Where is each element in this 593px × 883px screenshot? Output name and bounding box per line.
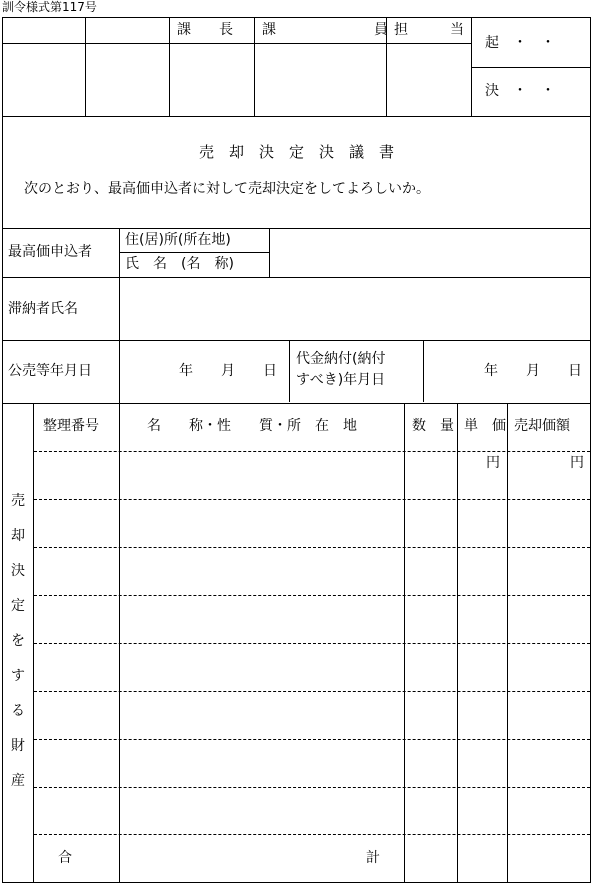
sale-price-yen: 円 [570,455,584,471]
bidder-address-field[interactable] [270,229,589,252]
header-quantity: 数 量 [412,418,454,434]
property-side-label-8: 財 [11,738,25,754]
sale-date-label: 公売等年月日 [8,363,92,379]
statement-text: 次のとおり、最高価申込者に対して売却決定をしてよろしいか。 [24,181,430,197]
header-number: 整理番号 [43,418,99,434]
property-side-label-5: を [11,633,25,649]
property-side-label-9: 産 [11,773,25,789]
bidder-name-field[interactable] [270,253,589,276]
form-number: 訓令様式第117号 [2,0,97,14]
unit-price-yen: 円 [486,455,500,471]
payment-date-label-line2: すべき)年月日 [296,372,386,388]
property-side-label-4: 定 [11,598,25,614]
staff-label: 課 員 [262,22,388,38]
header-description: 名 称・性 質・所 在 地 [147,418,357,434]
drafted-date-label: 起 ・ ・ [485,35,555,51]
property-side-label-7: る [11,703,25,719]
decided-date-label: 決 ・ ・ [485,83,555,99]
in-charge-label: 担 当 [394,22,464,38]
header-unit-price: 単 価 [464,418,506,434]
property-side-label-2: 却 [11,528,25,544]
total-label-left: 合 [58,850,72,866]
bidder-label: 最高価申込者 [8,244,92,260]
property-side-label-1: 売 [11,493,25,509]
bidder-address-label: 住(居)所(所在地) [125,232,231,248]
delinquent-label: 滞納者氏名 [8,301,78,317]
payment-date-value[interactable]: 年 月 日 [484,363,582,379]
bidder-name-label: 氏 名 (名 称) [125,256,234,272]
document-title: 売 却 決 定 決 議 書 [199,143,395,161]
payment-date-label-line1: 代金納付(納付 [296,351,386,367]
total-label-right: 計 [366,850,380,866]
property-side-label-3: 決 [11,563,25,579]
sale-date-value[interactable]: 年 月 日 [179,363,277,379]
header-sale-price: 売却価額 [514,418,570,434]
property-side-label-6: す [11,668,25,684]
delinquent-name-field[interactable] [120,278,589,339]
section-chief-label: 課 長 [177,22,233,38]
